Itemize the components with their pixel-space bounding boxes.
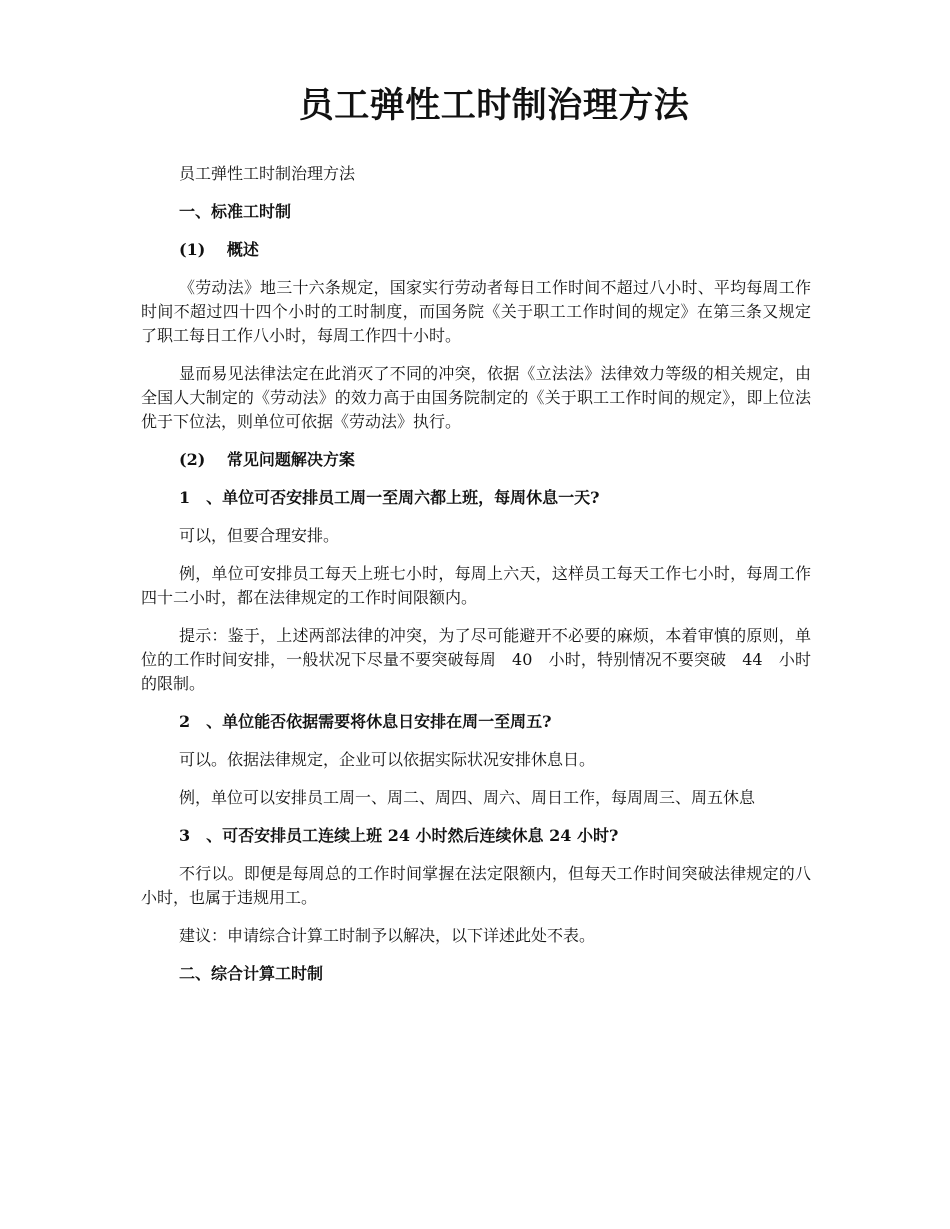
tip-1: 提示：鉴于，上述两部法律的冲突，为了尽可能避开不必要的麻烦，本着审慎的原则，单位的工作时间安排，一般状况下尽量不要突破每周 40 小时，特别情况不要突破 44 小时的限制。 — [141, 626, 811, 693]
suggestion-3: 建议：申请综合计算工时制予以解决，以下详述此处不表。 — [179, 926, 596, 945]
section-heading-standard-hours: 一、标准工时制 — [179, 202, 292, 221]
section-heading-comprehensive-hours: 二、综合计算工时制 — [179, 964, 324, 983]
answer-3: 不行以。即便是每周总的工作时间掌握在法定限额内，但每天工作时间突破法律规定的八小时，也属于违规用工。 — [141, 864, 811, 907]
answer-2: 可以。依据法律规定，企业可以依据实际状况安排休息日。 — [179, 750, 596, 769]
question-heading-1: 1 、单位可否安排员工周一至周六都上班，每周休息一天? — [179, 488, 600, 507]
example-1: 例，单位可安排员工每天上班七小时，每周上六天，这样员工每天工作七小时，每周工作四十二小时，都在法律规定的工作时间限额内。 — [141, 564, 811, 607]
document-title: 员工弹性工时制治理方法 — [298, 85, 690, 126]
paragraph-labor-law: 《劳动法》地三十六条规定，国家实行劳动者每日工作时间不超过八小时、平均每周工作时间不超过四十四个小时的工时制度，而国务院《关于职工工作时间的规定》在第三条又规定了职工每日工作八小时，每周工作四十小时。 — [141, 278, 811, 345]
paragraph-legal-hierarchy: 显而易见法律法定在此消灭了不同的冲突，依据《立法法》法律效力等级的相关规定，由全国人大制定的《劳动法》的效力高于由国务院制定的《关于职工工作时间的规定》，即上位法优于下位法，则单位可依据《劳动法》执行。 — [141, 364, 811, 431]
answer-1: 可以，但要合理安排。 — [179, 526, 340, 545]
subsection-heading-common-issues: (2) 常见问题解决方案 — [179, 450, 355, 469]
example-2: 例，单位可以安排员工周一、周二、周四、周六、周日工作，每周周三、周五休息 — [179, 788, 756, 807]
question-heading-3: 3 、可否安排员工连续上班 24 小时然后连续休息 24 小时? — [179, 826, 619, 845]
question-heading-2: 2 、单位能否依据需要将休息日安排在周一至周五? — [179, 712, 552, 731]
subsection-heading-overview: (1) 概述 — [179, 240, 259, 259]
document-body — [141, 162, 811, 1000]
paragraph-intro: 员工弹性工时制治理方法 — [179, 164, 356, 183]
